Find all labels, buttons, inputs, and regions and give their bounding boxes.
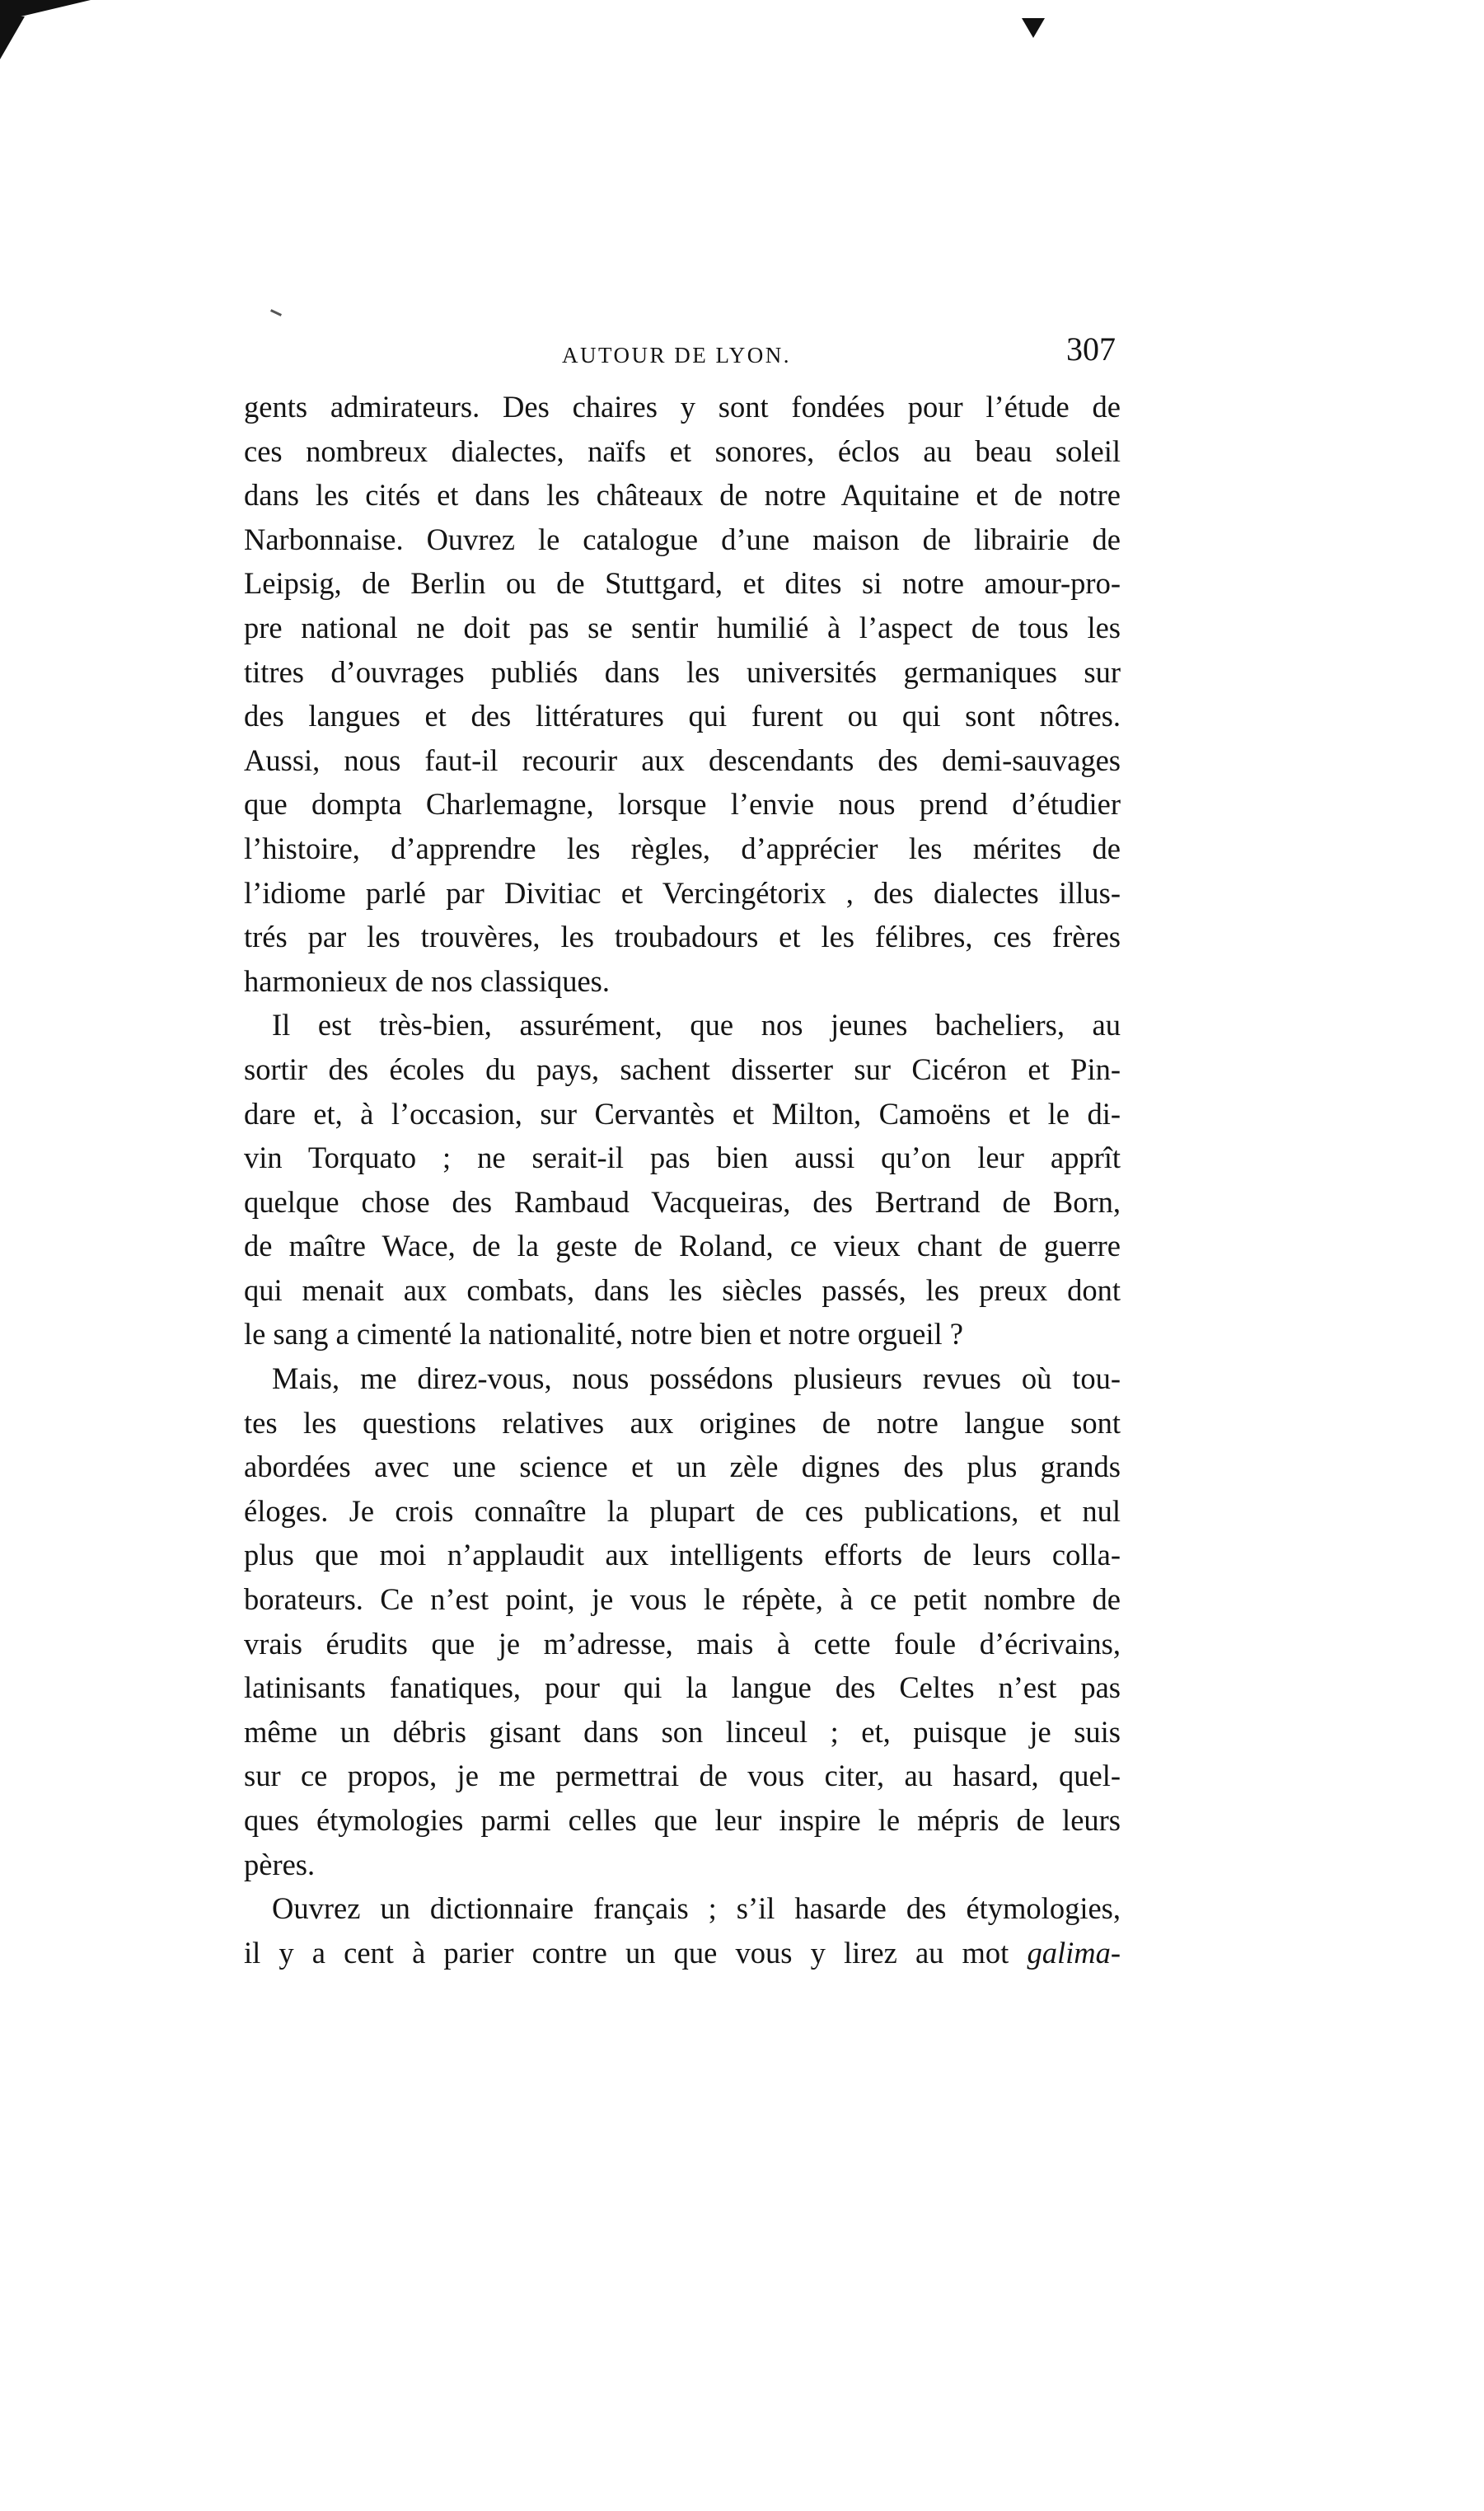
text-line: l’histoire, d’apprendre les règles, d’apprécier les mérites de — [244, 831, 1121, 865]
text-line: dans les cités et dans les châteaux de notre Aquitaine et de notre — [244, 478, 1121, 513]
text-line: que dompta Charlemagne, lorsque l’envie nous prend d’étudier — [244, 787, 1121, 822]
text-line: Aussi, nous faut-il recourir aux descendants des demi-sauvages — [244, 743, 1121, 777]
text-line: des langues et des littératures qui furent ou qui sont nôtres. — [244, 699, 1121, 733]
text-line: Mais, me direz-vous, nous possédons plusieurs revues où tou- — [272, 1361, 1121, 1396]
text-line: pre national ne doit pas se sentir humilié à l’aspect de tous les — [244, 610, 1121, 644]
body-text — [244, 385, 1121, 1975]
text-line: harmonieux de nos classiques. — [244, 963, 610, 998]
text-line: trés par les trouvères, les troubadours et les félibres, ces frères — [244, 920, 1121, 954]
text-line: latinisants fanatiques, pour qui la langue des Celtes n’est pas — [244, 1670, 1121, 1705]
page-header — [244, 330, 1121, 379]
text-line: vrais érudits que je m’adresse, mais à cette foule d’écrivains, — [244, 1626, 1121, 1661]
text-line: l’idiome parlé par Divitiac et Vercingétorix , des dialectes illus- — [244, 875, 1121, 910]
text-line: Ouvrez un dictionnaire français ; s’il hasarde des étymologies, — [272, 1891, 1121, 1926]
text-line: le sang a cimenté la nationalité, notre bien et notre orgueil ? — [244, 1317, 963, 1352]
scan-speck — [270, 309, 282, 316]
running-head: AUTOUR DE LYON. — [562, 343, 792, 368]
text-line: borateurs. Ce n’est point, je vous le répète, à ce petit nombre de — [244, 1582, 1121, 1617]
text-line: sortir des écoles du pays, sachent disserter sur Cicéron et Pin- — [244, 1052, 1121, 1086]
final-line-text: il y a cent à parier contre un que vous y lirez au mot — [244, 1935, 1009, 1970]
text-line: Leipsig, de Berlin ou de Stuttgard, et dites si notre amour-pro- — [244, 566, 1121, 601]
text-line: qui menait aux combats, dans les siècles passés, les preux dont — [244, 1272, 1121, 1307]
text-line: quelque chose des Rambaud Vacqueiras, des Bertrand de Born, — [244, 1184, 1121, 1219]
text-line: ques étymologies parmi celles que leur inspire le mépris de leurs — [244, 1803, 1121, 1837]
text-line: ces nombreux dialectes, naïfs et sonores, éclos au beau soleil — [244, 433, 1121, 468]
text-line: pères. — [244, 1847, 316, 1881]
text-line: sur ce propos, je me permettrai de vous citer, au hasard, quel- — [244, 1759, 1121, 1793]
text-line: de maître Wace, de la geste de Roland, ce vieux chant de guerre — [244, 1229, 1121, 1263]
scan-triangle-mark — [1022, 18, 1045, 38]
text-line: dare et, à l’occasion, sur Cervantès et Milton, Camoëns et le di- — [244, 1096, 1121, 1131]
text-line: Narbonnaise. Ouvrez le catalogue d’une maison de librairie de — [244, 522, 1121, 556]
text-line: titres d’ouvrages publiés dans les universités germaniques sur — [244, 654, 1121, 689]
text-line: même un débris gisant dans son linceul ; et, puisque je suis — [244, 1714, 1121, 1749]
text-line-final — [244, 1931, 1121, 1975]
italic-word: galima- — [1027, 1935, 1121, 1970]
text-line: gents admirateurs. Des chaires y sont fondées pour l’étude de — [244, 390, 1121, 424]
scan-corner-mark-lower — [0, 16, 25, 59]
text-line: éloges. Je crois connaître la plupart de ces publications, et nul — [244, 1493, 1121, 1528]
text-line: Il est très-bien, assurément, que nos jeunes bacheliers, au — [272, 1008, 1121, 1042]
text-line: vin Torquato ; ne serait-il pas bien aussi qu’on leur apprît — [244, 1141, 1121, 1175]
text-line: abordées avec une science et un zèle dignes des plus grands — [244, 1450, 1121, 1484]
text-line: tes les questions relatives aux origines de notre langue sont — [244, 1405, 1121, 1440]
page-number: 307 — [1066, 330, 1116, 368]
text-line: plus que moi n’applaudit aux intelligents efforts de leurs colla- — [244, 1538, 1121, 1572]
